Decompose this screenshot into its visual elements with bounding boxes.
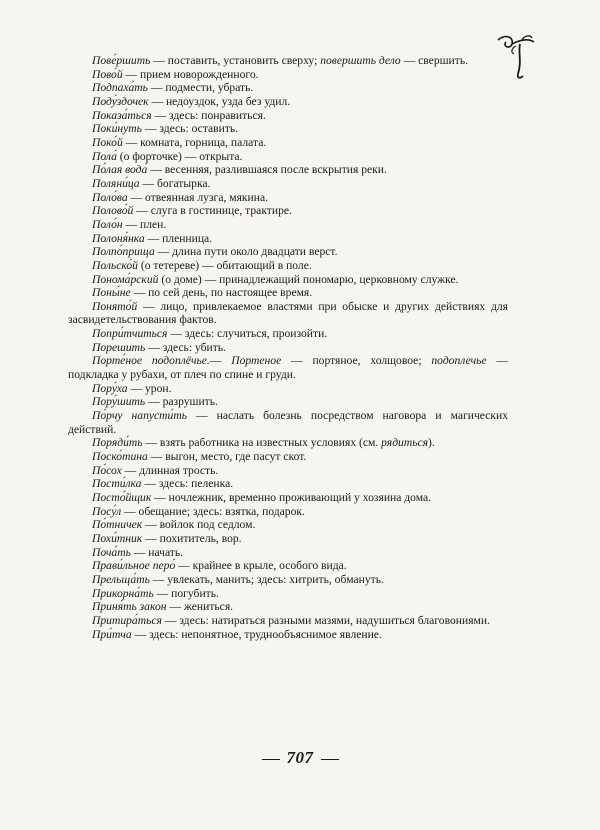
glossary-entry — [68, 163, 508, 177]
entry-definition: — ночлежник, временно проживающий у хозяина дома. — [151, 491, 432, 504]
entry-definition: — подкладка у рубахи, от плеч по спине и груди. — [68, 354, 508, 382]
entry-term: Посу́л — [92, 504, 122, 518]
glossary-entry — [68, 587, 508, 601]
entry-definition: — портяное, холщовое; — [281, 354, 432, 368]
entry-definition: — слуга в гостинице, трактире. — [133, 204, 292, 218]
entry-definition: — здесь: случиться, произойти. — [167, 327, 328, 341]
glossary-entry — [68, 204, 508, 218]
entry-definition: — здесь: понравиться. — [151, 108, 266, 122]
glossary-entry — [68, 354, 508, 381]
entry-definition: — по сей день, по настоящее время. — [130, 286, 313, 300]
glossary-entry — [68, 505, 508, 519]
entry-term: Поду́здочек — [92, 94, 149, 108]
entry-term: Показа́ться — [92, 108, 152, 122]
glossary-entry — [68, 382, 508, 396]
glossary-entry — [68, 395, 508, 409]
entry-term: Прельща́ть — [92, 572, 150, 586]
entry-term: Пово́й — [92, 67, 123, 81]
entry-definition: — крайнее в крыле, особого вида. — [175, 559, 347, 573]
glossary-entry — [68, 286, 508, 300]
entry-definition: — здесь: убить. — [145, 340, 226, 354]
glossary-entry — [68, 436, 508, 450]
entry-definition: — здесь: непонятное, труднообъяснимое явление. — [131, 627, 382, 641]
glossary-entry — [68, 327, 508, 341]
glossary-entry — [68, 477, 508, 491]
entry-definition: — здесь: натираться разными мазями, надушиться благовониями. — [161, 613, 490, 627]
entry-term: Полпо́прища — [92, 245, 155, 259]
entry-term: Поки́нуть — [92, 122, 142, 136]
entry-term: Пору́шить — [92, 395, 146, 409]
entry-term: Поско́тина — [92, 450, 148, 464]
glossary-entry — [68, 491, 508, 505]
entry-term: Притира́ться — [92, 613, 162, 627]
entry-definition: — поставить, установить сверху; — [150, 54, 321, 67]
entry-term: повершить дело — [320, 54, 401, 67]
entry-definition: — увлекать, манить; здесь: хитрить, обмануть. — [149, 572, 384, 586]
entry-term: Порешить — [92, 340, 146, 354]
entry-definition: — выгон, место, где пасут скот. — [147, 450, 307, 464]
entry-definition: — прием новорожденного. — [122, 67, 259, 81]
entry-term: Поко́й — [92, 135, 123, 149]
glossary-entry — [68, 273, 508, 287]
glossary-entry — [68, 218, 508, 232]
entry-definition: — обещание; здесь: взятка, подарок. — [121, 504, 305, 518]
glossary-entry — [68, 614, 508, 628]
entry-term: Полоня́нка — [92, 231, 145, 245]
entry-definition: — урон. — [127, 381, 172, 395]
glossary-entry — [68, 259, 508, 273]
glossary-entry — [68, 559, 508, 573]
entry-definition: — войлок под седлом. — [142, 518, 256, 532]
entry-definition: — недоуздок, узда без удил. — [148, 94, 291, 108]
entry-term: рядиться — [381, 436, 429, 450]
entry-definition: — — [209, 354, 232, 368]
entry-term: Прави́льное перо́ — [92, 559, 176, 573]
entry-term: Понома́рский — [92, 272, 159, 286]
glossary-entry — [68, 450, 508, 464]
entry-definition: — пленница. — [144, 231, 213, 245]
entry-definition: — весенняя, разлившаяся после вскрытия реки. — [147, 163, 387, 177]
entry-definition: ). — [428, 436, 435, 450]
entry-definition: — подмести, убрать. — [147, 81, 254, 95]
entry-term: Похи́тник — [92, 531, 143, 545]
glossary-entry — [68, 341, 508, 355]
entry-term: Пове́ршить — [92, 54, 151, 67]
entry-term: Польско́й — [92, 258, 138, 272]
glossary-entry — [68, 300, 508, 327]
entry-definition: — длинная трость. — [121, 463, 219, 477]
entry-definition: — длина пути около двадцати верст. — [154, 245, 338, 259]
entry-term: Поряди́ть — [92, 436, 143, 450]
entry-definition: — начать. — [130, 545, 184, 559]
entry-term: Поло́ва — [92, 190, 128, 204]
entry-term: По́сох — [92, 463, 122, 477]
entry-term: Поляни́ца — [92, 176, 140, 190]
entry-definition: — плен. — [122, 217, 167, 231]
entry-definition: — наслать болезнь посредством наговора и магических действий. — [68, 409, 508, 436]
entry-term: Пости́лка — [92, 477, 142, 491]
entry-definition: — отвеянная лузга, мякина. — [127, 190, 269, 204]
glossary-entries — [68, 54, 508, 641]
glossary-entry — [68, 546, 508, 560]
entry-term: Поны́не — [92, 286, 131, 300]
glossary-entry — [68, 409, 508, 436]
dash-right — [321, 759, 339, 760]
entry-definition: (о форточке) — открыта. — [116, 149, 243, 163]
entry-definition: — лицо, привлекаемое властями при обыске и других действиях для засвидетельствования фактов. — [68, 299, 508, 327]
glossary-entry — [68, 150, 508, 164]
glossary-entry — [68, 232, 508, 246]
entry-term: Подпаха́ть — [92, 81, 148, 95]
entry-definition: — разрушить. — [145, 395, 218, 409]
entry-term: При́тча — [92, 627, 132, 641]
entry-term: По́рчу напусти́ть — [92, 409, 187, 423]
entry-term: Порте́ное подоплёчье. — [92, 354, 210, 368]
entry-term: По́лая вода́ — [92, 163, 148, 177]
glossary-entry — [68, 191, 508, 205]
entry-definition: (о доме) — принадлежащий пономарю, церковному служке. — [158, 272, 459, 286]
entry-term: Приня́ть закон — [92, 600, 167, 614]
entry-definition: — похититель, вор. — [142, 531, 242, 545]
glossary-entry — [68, 464, 508, 478]
entry-term: Портеное — [231, 354, 282, 368]
glossary-entry — [68, 245, 508, 259]
entry-term: Пола́ — [92, 149, 117, 163]
entry-definition: — комната, горница, палата. — [122, 135, 267, 149]
entry-definition: (о тетереве) — обитающий в поле. — [137, 258, 312, 272]
glossary-entry — [68, 573, 508, 587]
entry-term: Понято́й — [92, 299, 138, 313]
entry-term: Попри́тчиться — [92, 327, 168, 341]
entry-term: По́тничек — [92, 518, 143, 532]
glossary-entry — [68, 68, 508, 82]
glossary-entry — [68, 95, 508, 109]
entry-term: подоплечье — [431, 354, 487, 368]
page-number — [0, 748, 600, 768]
entry-term: Пору́ха — [92, 381, 128, 395]
glossary-entry — [68, 532, 508, 546]
glossary-entry — [68, 177, 508, 191]
entry-definition: — богатырка. — [139, 176, 211, 190]
glossary-entry — [68, 518, 508, 532]
page-number-text: 707 — [286, 748, 314, 767]
entry-term: Поло́н — [92, 217, 123, 231]
entry-definition: — взять работника на известных условиях (см. — [142, 436, 382, 450]
entry-definition: — свершить. — [400, 54, 469, 67]
dash-left — [262, 759, 280, 760]
entry-definition: — жениться. — [166, 600, 234, 614]
glossary-entry — [68, 54, 508, 68]
entry-term: Полово́й — [92, 204, 134, 218]
entry-definition: — погубить. — [153, 586, 219, 600]
glossary-entry — [68, 109, 508, 123]
entry-term: Прикорна́ть — [92, 586, 154, 600]
entry-definition: — здесь: оставить. — [141, 122, 239, 136]
glossary-entry — [68, 628, 508, 642]
glossary-entry — [68, 136, 508, 150]
glossary-entry — [68, 122, 508, 136]
entry-term: Посто́йщик — [92, 491, 152, 504]
glossary-entry — [68, 81, 508, 95]
entry-definition: — здесь: пеленка. — [141, 477, 234, 491]
glossary-entry — [68, 600, 508, 614]
entry-term: Поча́ть — [92, 545, 131, 559]
